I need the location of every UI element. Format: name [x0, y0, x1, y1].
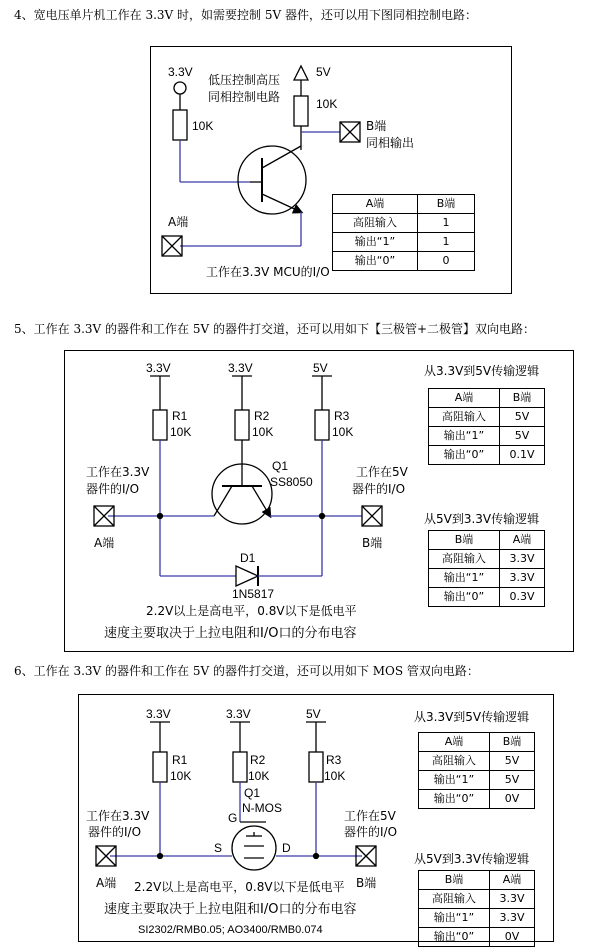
sec6-right-dev1: 工作在5V: [344, 809, 396, 823]
table-row: [333, 214, 475, 233]
sec6-q1-part: N-MOS: [242, 801, 282, 815]
sec5-left-dev1: 工作在3.3V: [86, 465, 150, 479]
sec6-v2: 3.3V: [226, 707, 251, 721]
sec6-parts: SI2302/RMB0.05; AO3400/RMB0.074: [138, 924, 323, 936]
sec5-t1-cell: 输出“1”: [429, 427, 500, 446]
sec6-circuit: [96, 722, 376, 870]
sec5-t1-th-a: A端: [429, 389, 500, 408]
sec6-t2-cell: 0V: [490, 928, 535, 947]
sec6-t2-cell: 3.3V: [490, 890, 535, 909]
table-row: [419, 928, 535, 947]
sec4-transistor: [238, 146, 306, 214]
sec5-table1-title: 从3.3V到5V传输逻辑: [424, 364, 540, 378]
sec6-b-end: B端: [356, 876, 377, 890]
sec4-truth-table: [332, 194, 475, 271]
sec4-r-right-label: 10K: [316, 97, 338, 111]
table-row: [429, 446, 545, 465]
sec4-r-left: [173, 110, 187, 140]
sec4-vcc33-terminal: [174, 82, 186, 94]
table-row: [429, 427, 545, 446]
sec6-t2-cell: 输出“0”: [419, 928, 490, 947]
sec4-v33-label: 3.3V: [168, 65, 193, 79]
sec5-note1: 2.2V以上是高电平，0.8V以下是低电平: [146, 604, 357, 618]
sec6-t2-th-b: B端: [419, 871, 490, 890]
sec5-t2-cell: 输出“0”: [429, 588, 500, 607]
sec6-note2: 速度主要取决于上拉电阻和I/O口的分布电容: [104, 902, 357, 917]
sec5-table2-title: 从5V到3.3V传输逻辑: [424, 512, 540, 526]
sec6-t2-th-a: A端: [490, 871, 535, 890]
sec6-r3-value: 10K: [324, 769, 346, 783]
sec4-b-end-label: B端: [366, 119, 387, 133]
sec6-t1-cell: 高阻输入: [419, 752, 490, 771]
sec6-gate-label: G: [228, 811, 238, 825]
sec6-v3: 5V: [306, 707, 321, 721]
sec5-t2-th-a: A端: [500, 531, 545, 550]
sec6-t1-cell: 输出“1”: [419, 771, 490, 790]
sec5-r3-value: 10K: [332, 425, 354, 439]
sec4-title: 低压控制高压: [208, 73, 281, 87]
sec6-source-label: S: [214, 841, 223, 855]
sec5-table1: [428, 388, 545, 465]
sec6-r2: [233, 752, 247, 782]
table-row: [429, 569, 545, 588]
sec4-r-left-label: 10K: [192, 119, 214, 133]
sec5-v3: 5V: [313, 361, 328, 375]
sec4-a-end-label: A端: [168, 215, 189, 229]
sec5-t2-cell: 3.3V: [500, 569, 545, 588]
sec5-right-dev1: 工作在5V: [356, 465, 408, 479]
sec4-cell: 输出“1”: [333, 233, 418, 252]
sec6-r2-label: R2: [250, 753, 266, 767]
sec6-t1-th-a: A端: [419, 733, 490, 752]
sec6-r1-value: 10K: [170, 769, 192, 783]
section6-heading: 6、工作在 3.3V 的器件和工作在 5V 的器件打交道，还可以用如下 MOS 管双向电路：: [14, 664, 479, 678]
sec6-table1: [418, 732, 535, 809]
sec6-v1: 3.3V: [146, 707, 171, 721]
section5-heading: 5、工作在 3.3V 的器件和工作在 5V 的器件打交道，还可以用如下【三极管+二极管】双向电路：: [14, 322, 536, 336]
sec5-r1-label: R1: [172, 409, 188, 423]
sec5-q1-part: SS8050: [270, 475, 313, 489]
sec4-b-desc-label: 同相输出: [366, 136, 415, 150]
section4-heading: 4、宽电压单片机工作在 3.3V 时，如需要控制 5V 器件，还可以用下图同相控制电路：: [14, 8, 477, 22]
sec5-t1-cell: 高阻输入: [429, 408, 500, 427]
sec6-r2-value: 10K: [248, 769, 270, 783]
sec4-th-a: A端: [333, 195, 418, 214]
sec5-t2-cell: 3.3V: [500, 550, 545, 569]
table-row: [419, 771, 535, 790]
sec5-t1-cell: 5V: [500, 427, 545, 446]
sec6-left-dev2: 器件的I/O: [88, 825, 142, 839]
sec5-r2-value: 10K: [252, 425, 274, 439]
sec6-t1-cell: 5V: [490, 752, 535, 771]
sec5-circuit: [94, 376, 382, 586]
sec4-cell: 1: [418, 214, 475, 233]
sec6-t2-cell: 输出“1”: [419, 909, 490, 928]
table-row: [429, 550, 545, 569]
sec5-v2: 3.3V: [228, 361, 253, 375]
sec6-r3-label: R3: [326, 753, 342, 767]
sec6-t1-cell: 0V: [490, 790, 535, 809]
table-row: [419, 890, 535, 909]
sec4-title2: 同相控制电路: [208, 90, 281, 104]
sec5-a-end: A端: [94, 536, 115, 550]
sec5-t1-cell: 输出“0”: [429, 446, 500, 465]
table-row: [419, 909, 535, 928]
sec4-r-right: [294, 96, 308, 126]
table-row: [419, 752, 535, 771]
sec5-d1-label: D1: [240, 551, 256, 565]
sec4-vcc5-arrow: [294, 66, 308, 80]
sec5-note2: 速度主要取决于上拉电阻和I/O口的分布电容: [104, 626, 357, 641]
sec5-labels: [86, 361, 409, 641]
sec5-r3: [315, 410, 329, 440]
sec5-right-dev2: 器件的I/O: [352, 482, 406, 496]
table-row: [333, 233, 475, 252]
sec5-q1-label: Q1: [272, 459, 289, 473]
sec4-cell: 高阻输入: [333, 214, 418, 233]
sec5-r3-label: R3: [334, 409, 350, 423]
sec6-note1: 2.2V以上是高电平，0.8V以下是低电平: [134, 880, 345, 894]
sec6-table2-title: 从5V到3.3V传输逻辑: [414, 852, 530, 866]
sec5-t2-cell: 高阻输入: [429, 550, 500, 569]
sec5-d1-part: 1N5817: [232, 587, 275, 601]
sec6-r1: [153, 752, 167, 782]
sec5-t2-th-b: B端: [429, 531, 500, 550]
sec6-t2-cell: 高阻输入: [419, 890, 490, 909]
sec5-b-end: B端: [362, 536, 383, 550]
sec6-a-end: A端: [96, 876, 117, 890]
sec6-r3: [309, 752, 323, 782]
sec6-q1-label: Q1: [244, 786, 261, 800]
sec5-table2: [428, 530, 545, 607]
sec5-r1-value: 10K: [170, 425, 192, 439]
sec5-t1-cell: 0.1V: [500, 446, 545, 465]
sec5-r2-label: R2: [254, 409, 270, 423]
sec6-left-dev1: 工作在3.3V: [86, 809, 150, 823]
sec6-t1-cell: 5V: [490, 771, 535, 790]
sec5-d1: [236, 566, 258, 586]
sec6-table1-title: 从3.3V到5V传输逻辑: [414, 710, 530, 724]
sec5-left-dev2: 器件的I/O: [86, 482, 140, 496]
sec5-t2-cell: 输出“1”: [429, 569, 500, 588]
sec4-v5-label: 5V: [316, 65, 331, 79]
table-row: [419, 790, 535, 809]
sec6-table2: [418, 870, 535, 947]
table-row: [429, 588, 545, 607]
sec4-th-b: B端: [418, 195, 475, 214]
sec4-cell: 1: [418, 233, 475, 252]
table-row: [333, 252, 475, 271]
sec4-cell: 输出“0”: [333, 252, 418, 271]
sec5-r2: [235, 410, 249, 440]
sec6-t2-cell: 3.3V: [490, 909, 535, 928]
sec6-t1-cell: 输出“0”: [419, 790, 490, 809]
sec5-r1: [153, 410, 167, 440]
sec5-t1-th-b: B端: [500, 389, 545, 408]
sec6-r1-label: R1: [172, 753, 188, 767]
sec5-t1-cell: 5V: [500, 408, 545, 427]
sec4-cell: 0: [418, 252, 475, 271]
sec5-t2-cell: 0.3V: [500, 588, 545, 607]
sec6-right-dev2: 器件的I/O: [344, 825, 398, 839]
sec6-drain-label: D: [282, 841, 291, 855]
table-row: [429, 408, 545, 427]
sec4-mcu-io-label: 工作在3.3V MCU的I/O: [206, 265, 330, 279]
sec5-v1: 3.3V: [146, 361, 171, 375]
sec6-t1-th-b: B端: [490, 733, 535, 752]
